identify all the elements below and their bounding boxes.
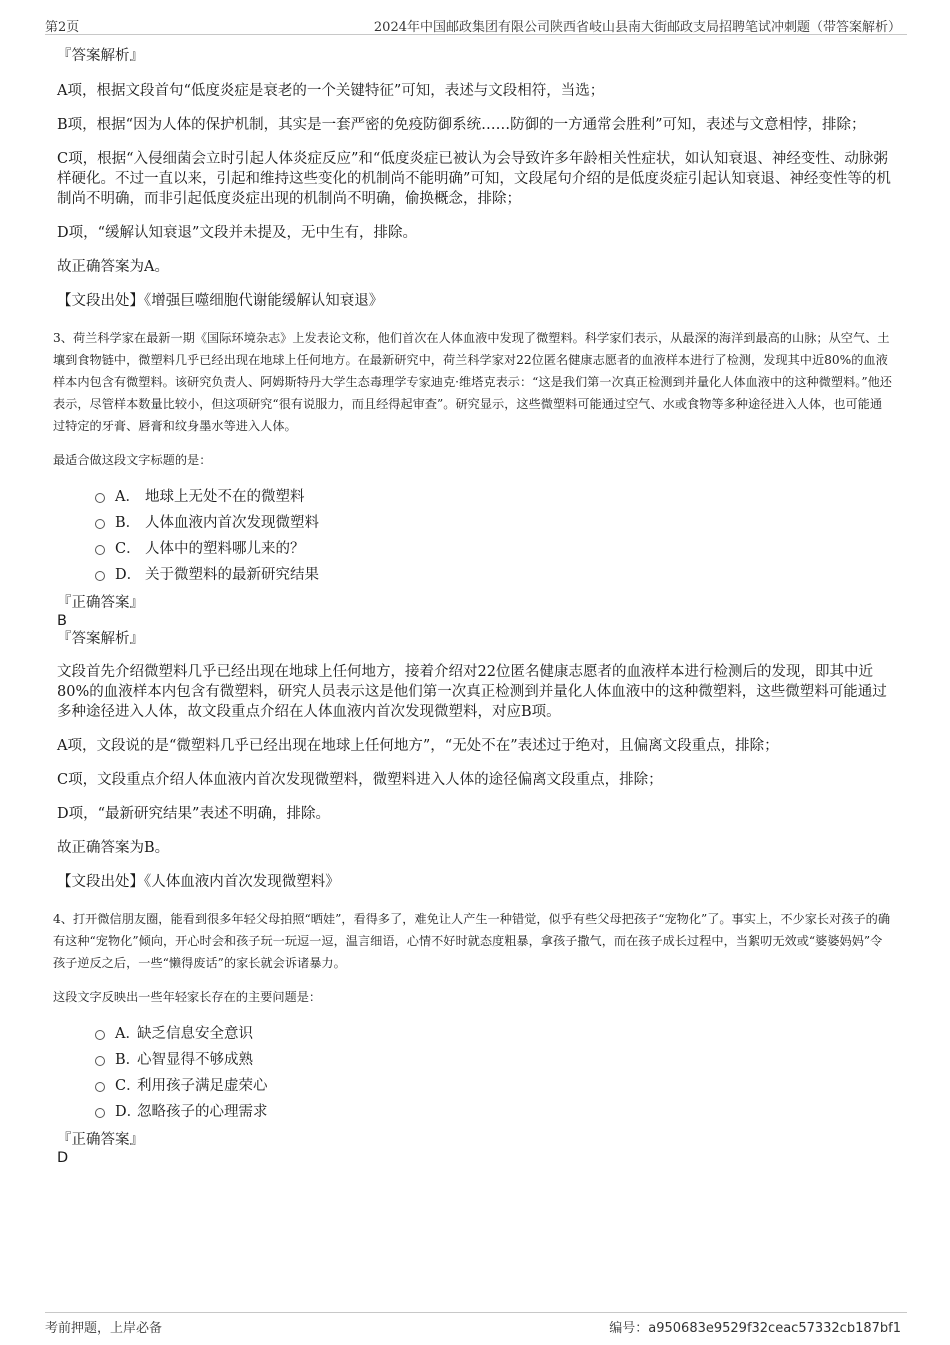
q2-analysis-b: B项，根据“因为人体的保护机制，其实是一套严密的免疫防御系统……防御的一方通常会胜利”可知，表述与文意相悖，排除； — [57, 117, 866, 133]
radio-icon[interactable] — [95, 1030, 105, 1040]
q3-stem: 3、荷兰科学家在最新一期《国际环境杂志》上发表论文称，他们首次在人体血液中发现了微塑料。科学家们表示，从最深的海洋到最高的山脉；从空气、土壤到食物链中，微塑料几乎已经出现在地球上任何地方。在最新研究中，荷兰科学家对22位匿名健康志愿者的血液样本进行了检测，发现其中近80%的血液样本内包含有微塑料。该研究负责人、阿姆斯特丹大学生态毒理学专家迪克·维塔克表示：“这是我们第一次真正检测到并量化人体血液中的这种微塑料。”他还表示，尽管样本数量比较小，但这项研究“很有说服力，而且经得起审查”。研究显示，这些微塑料可能通过空气、水或食物等多种途径进入人体，也可能通过特定的牙膏、唇膏和纹身墨水等进入人体。 — [53, 331, 892, 433]
footer-slogan: 考前押题，上岸必备 — [45, 1321, 163, 1336]
q4-answer-block — [57, 1131, 892, 1167]
q4-option-b[interactable] — [95, 1045, 892, 1071]
q3-analysis-label: 『答案解析』 — [57, 631, 144, 647]
option-text: 地球上无处不在的微塑料 — [145, 488, 305, 505]
option-letter: A． — [115, 488, 140, 505]
q3-options — [95, 482, 892, 586]
q3-option-a[interactable] — [95, 482, 892, 508]
q3-analysis-a: A项，文段说的是“微塑料几乎已经出现在地球上任何地方”，“无处不在”表述过于绝对，且偏离文段重点，排除； — [57, 738, 779, 754]
option-letter: B． — [115, 1051, 141, 1068]
page-number: 第2页 — [45, 20, 80, 35]
option-text: 人体血液内首次发现微塑料 — [145, 514, 319, 531]
q2-source: 【文段出处】《增强巨噬细胞代谢能缓解认知衰退》 — [57, 293, 384, 309]
q4-option-a[interactable] — [95, 1019, 892, 1045]
q3-ask: 最适合做这段文字标题的是： — [53, 453, 212, 467]
document-title: 2024年中国邮政集团有限公司陕西省岐山县南大街邮政支局招聘笔试冲刺题（带答案解析） — [373, 20, 901, 35]
q4-answer-label: 『正确答案』 — [57, 1132, 144, 1148]
option-text: 忽略孩子的心理需求 — [137, 1103, 268, 1120]
q2-analysis-label: 『答案解析』 — [57, 48, 144, 64]
option-letter: B． — [115, 514, 141, 531]
page-footer — [45, 1312, 907, 1336]
q3-option-c[interactable] — [95, 534, 892, 560]
q4-answer: D — [57, 1150, 69, 1166]
radio-icon[interactable] — [95, 545, 105, 555]
radio-icon[interactable] — [95, 493, 105, 503]
q3-option-b[interactable] — [95, 508, 892, 534]
q3-answer-block — [57, 594, 892, 648]
document-code — [609, 1317, 901, 1336]
option-letter: C． — [115, 1077, 141, 1094]
q4-stem: 4、打开微信朋友圈，能看到很多年轻父母拍照“晒娃”，看得多了，难免让人产生一种错觉，似乎有些父母把孩子“宠物化”了。事实上，不少家长对孩子的确有这种“宠物化”倾向，开心时会和孩子玩一玩逗一逗，温言细语，心情不好时就态度粗暴，拿孩子撒气，而在孩子成长过程中，当絮叨无效或“婆婆妈妈”令孩子逆反之后，一些“懒得废话”的家长就会诉诸暴力。 — [53, 912, 891, 970]
option-letter: A． — [115, 1025, 140, 1042]
q3-source: 【文段出处】《人体血液内首次发现微塑料》 — [57, 874, 340, 890]
page-header — [45, 12, 907, 35]
code-value: a950683e9529f32ceac57332cb187bf1 — [648, 1321, 901, 1336]
q3-analysis-main: 文段首先介绍微塑料几乎已经出现在地球上任何地方，接着介绍对22位匿名健康志愿者的血液样本进行检测后的发现，即其中近80%的血液样本内包含有微塑料，研究人员表示这是他们第一次真正检测到并量化人体血液中的这种微塑料，这些微塑料可能通过多种途径进入人体，故文段重点介绍在人体血液内首次发现微塑料，对应B项。 — [57, 664, 887, 720]
q3-answer-label: 『正确答案』 — [57, 595, 144, 611]
option-text: 利用孩子满足虚荣心 — [137, 1077, 268, 1094]
page-content — [53, 44, 892, 1177]
q3-option-d[interactable] — [95, 560, 892, 586]
q2-analysis-c: C项，根据“入侵细菌会立时引起人体炎症反应”和“低度炎症已被认为会导致许多年龄相关性症状，如认知衰退、神经变性、动脉粥样硬化。不过一直以来，引起和维持这些变化的机制尚不能明确”可知，文段尾句介绍的是低度炎症引起认知衰退、神经变性等的机制尚不明确，而非引起低度炎症出现的机制尚不明确，偷换概念，排除； — [57, 151, 891, 207]
option-text: 人体中的塑料哪儿来的？ — [145, 540, 305, 557]
option-letter: C． — [115, 540, 141, 557]
q4-option-c[interactable] — [95, 1071, 892, 1097]
q3-answer: B — [57, 613, 67, 629]
q2-analysis-a: A项，根据文段首句“低度炎症是衰老的一个关键特征”可知，表述与文段相符，当选； — [57, 83, 605, 99]
radio-icon[interactable] — [95, 571, 105, 581]
option-text: 关于微塑料的最新研究结果 — [145, 566, 319, 583]
q3-analysis-d: D项，“最新研究结果”表述不明确，排除。 — [57, 806, 330, 822]
q4-option-d[interactable] — [95, 1097, 892, 1123]
radio-icon[interactable] — [95, 1056, 105, 1066]
radio-icon[interactable] — [95, 519, 105, 529]
code-label: 编号： — [609, 1321, 649, 1336]
option-text: 心智显得不够成熟 — [137, 1051, 253, 1068]
q4-options — [95, 1019, 892, 1123]
q4-ask: 这段文字反映出一些年轻家长存在的主要问题是： — [53, 990, 322, 1004]
q2-conclusion: 故正确答案为A。 — [57, 259, 169, 275]
option-text: 缺乏信息安全意识 — [137, 1025, 253, 1042]
q3-conclusion: 故正确答案为B。 — [57, 840, 170, 856]
option-letter: D． — [115, 566, 142, 583]
q2-analysis-d: D项，“缓解认知衰退”文段并未提及，无中生有，排除。 — [57, 225, 417, 241]
radio-icon[interactable] — [95, 1108, 105, 1118]
radio-icon[interactable] — [95, 1082, 105, 1092]
option-letter: D． — [115, 1103, 142, 1120]
q3-analysis-c: C项，文段重点介绍人体血液内首次发现微塑料，微塑料进入人体的途径偏离文段重点，排除； — [57, 772, 663, 788]
